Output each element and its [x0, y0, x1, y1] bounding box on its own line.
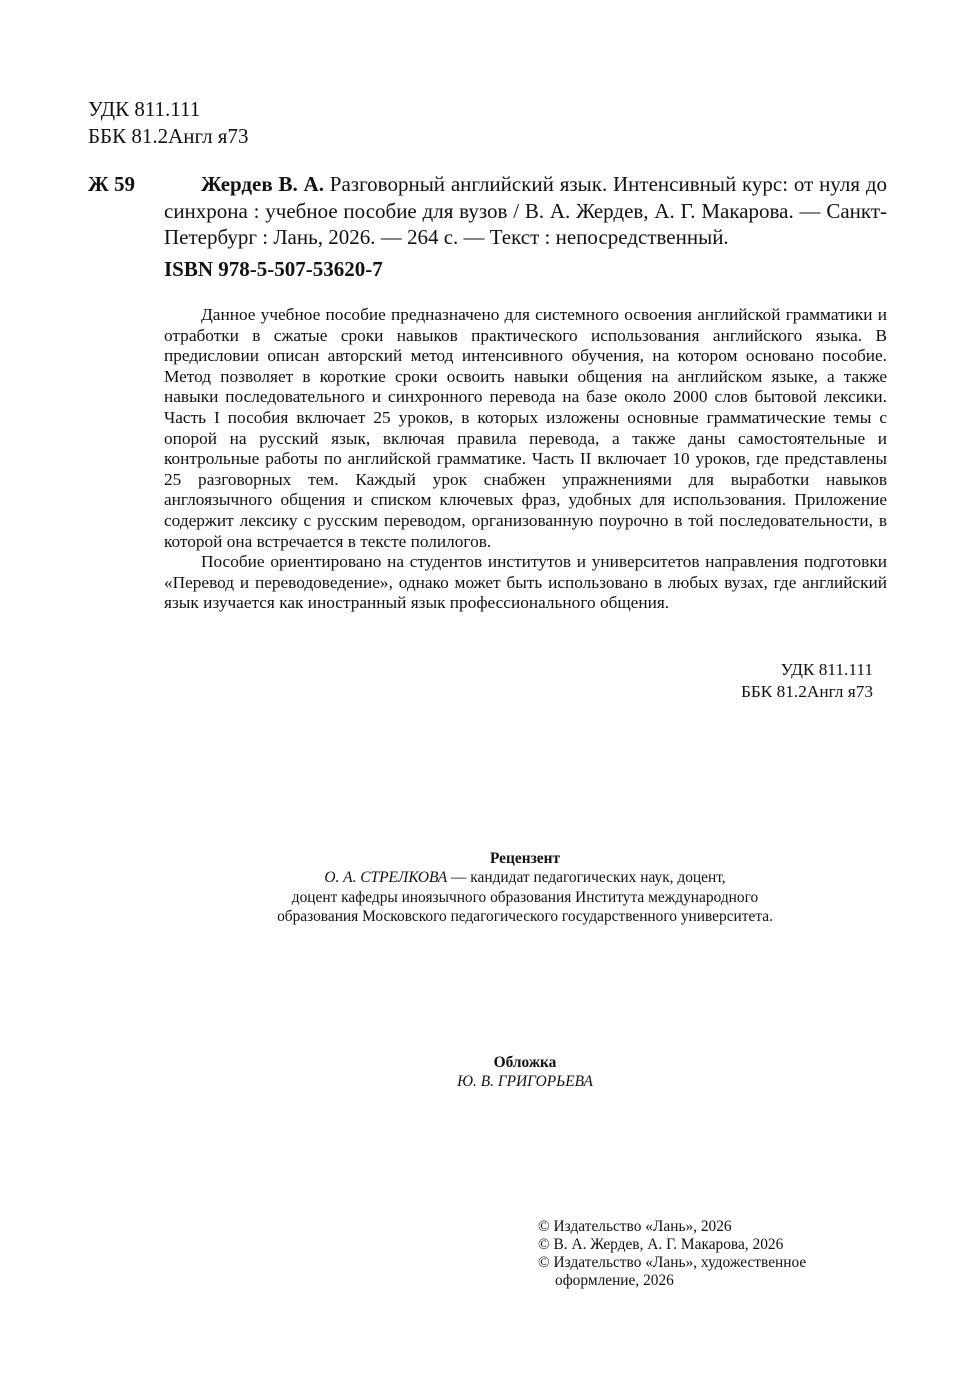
- reviewer-title: — кандидат педагогических наук, доцент,: [447, 869, 726, 887]
- reviewer-heading: Рецензент: [489, 850, 561, 867]
- annotation-paragraph-2: Пособие ориентировано на студентов институтов и университетов направления подготовки «Перевод и переводоведение», однако может быть использовано в любых вузах, где английский язык изучается как иностранный язык профессионального общения.: [164, 552, 887, 613]
- reviewer-block: [150, 849, 900, 926]
- bibliographic-record: [164, 171, 887, 251]
- header-classification: [88, 96, 248, 150]
- author-mark: Ж 59: [88, 172, 136, 196]
- isbn: ISBN 978-5-507-53620-7: [164, 257, 383, 281]
- annotation-paragraph-1: Данное учебное пособие предназначено для системного освоения английской грамматики и отработки в сжатые сроки навыков практического использования английского языка. В предисловии описан авторский метод интенсивного обучения, на котором основано пособие. Метод позволяет в короткие сроки освоить навыки общения на английском языке, а также навыки последовательного и синхронного перевода на базе около 2000 слов бытовой лексики. Часть I пособия включает 25 уроков, в которых изложены основные грамматические темы с опорой на русский язык, включая правила перевода, а также даны самостоятельные и контрольные работы по английской грамматике. Часть II включает 10 уроков, где представлены 25 разговорных тем. Каждый урок снабжен упражнениями для выработки навыков англоязычного общения и списком ключевых фраз, удобных для использования. Приложение содержит лексику с русским переводом, организованную поурочно в той последовательности, в которой она встречается в тексте полилогов.: [164, 305, 887, 551]
- cover-credit: [150, 1053, 900, 1092]
- reviewer-line-2: доцент кафедры иноязычного образования Института международного: [291, 888, 759, 906]
- author-name: Жердев В. А.: [201, 172, 324, 196]
- annotation: [164, 305, 887, 614]
- cover-designer: Ю. В. ГРИГОРЬЕВА: [457, 1073, 593, 1091]
- copyright-line-3-continuation: оформление, 2026: [555, 1272, 674, 1289]
- copyright-line-1: © Издательство «Лань», 2026: [538, 1218, 732, 1235]
- header-bbk: ББК 81.2Англ я73: [88, 124, 249, 148]
- footer-bbk: ББК 81.2Англ я73: [740, 681, 873, 701]
- reviewer-line-1: [150, 868, 900, 887]
- copyright-block: [538, 1218, 848, 1290]
- bibliographic-description: Разговорный английский язык. Интенсивный курс: от нуля до синхрона : учебное пособие для вузов / В. А. Жердев, А. Г. Макарова. — Санкт-Петербург : Лань, 2026. — 264 с. — Текст : непосредственный.: [164, 172, 888, 249]
- reviewer-line-3: образования Московского педагогического государственного университета.: [277, 907, 773, 925]
- header-udk: УДК 811.111: [88, 97, 201, 121]
- copyright-line-3: © Издательство «Лань», художественное: [538, 1254, 807, 1271]
- reviewer-name: О. А. СТРЕЛКОВА: [324, 869, 448, 887]
- cover-heading: Обложка: [493, 1054, 557, 1071]
- copyright-line-2: © В. А. Жердев, А. Г. Макарова, 2026: [538, 1236, 784, 1253]
- footer-classification: [640, 659, 873, 702]
- footer-udk: УДК 811.111: [780, 660, 873, 679]
